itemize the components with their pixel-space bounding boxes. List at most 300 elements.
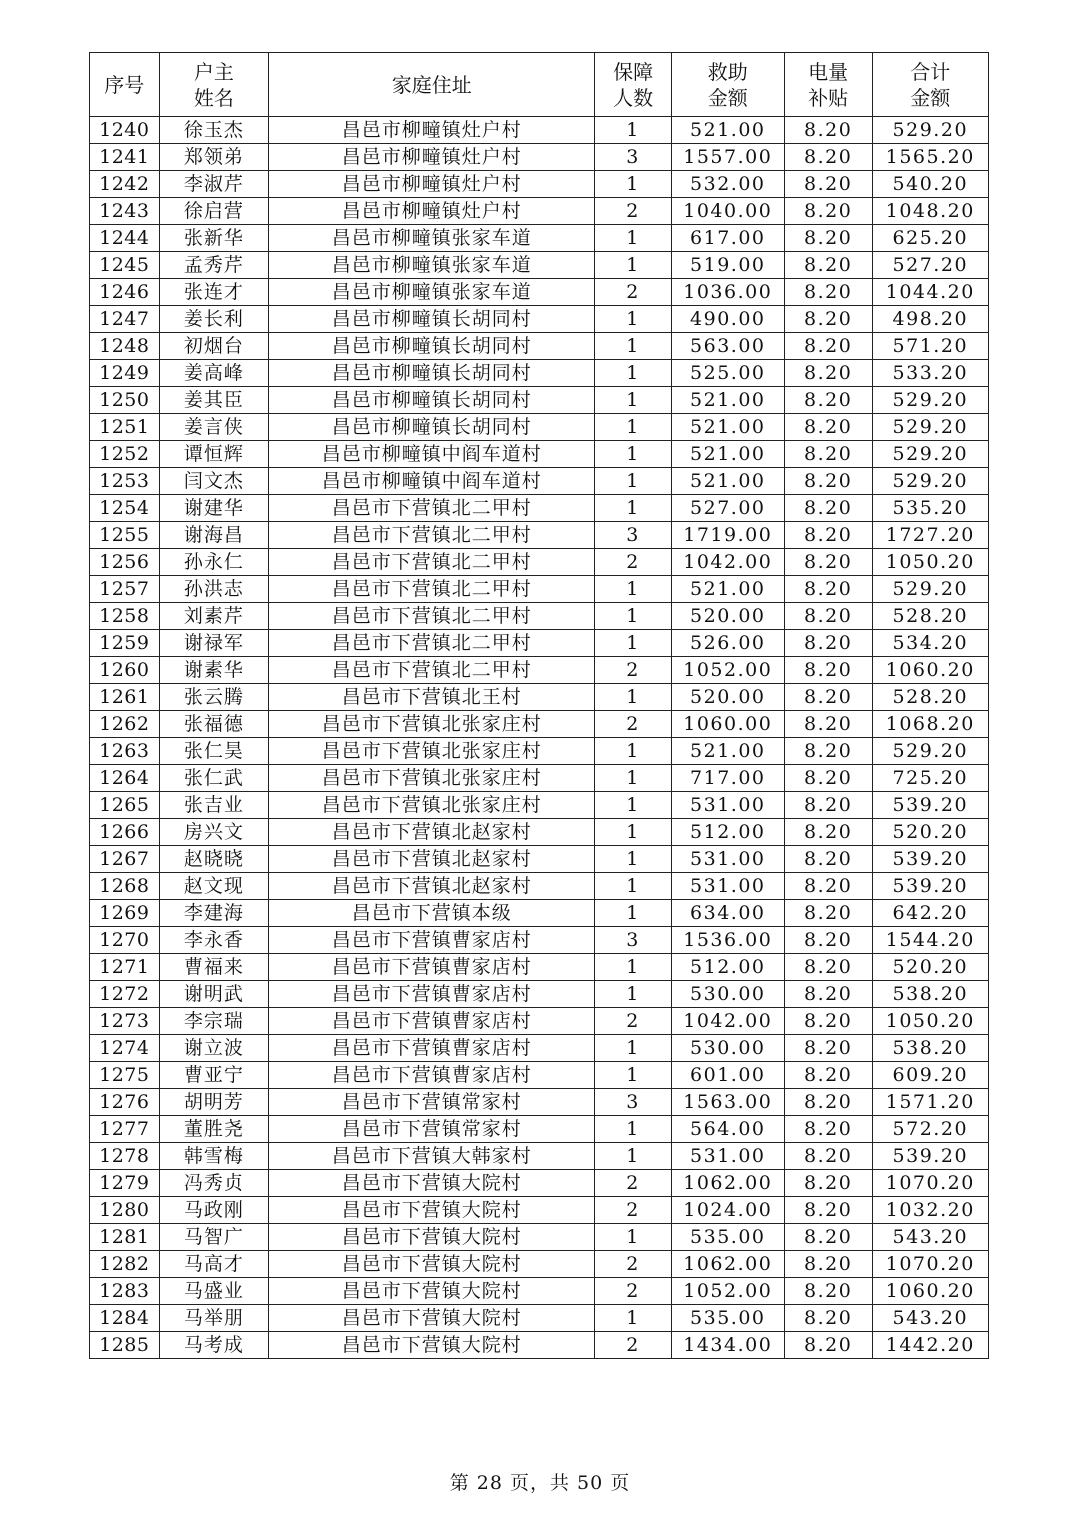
- cell-power-subsidy: 8.20: [784, 549, 872, 576]
- cell-seq: 1269: [90, 900, 160, 927]
- cell-relief-amount: 526.00: [671, 630, 784, 657]
- cell-total-amount: 539.20: [872, 1143, 988, 1170]
- cell-seq: 1255: [90, 522, 160, 549]
- cell-name: 郑领弟: [159, 144, 269, 171]
- table-row: [90, 1278, 989, 1305]
- cell-name: 谢海昌: [159, 522, 269, 549]
- cell-total-amount: 539.20: [872, 873, 988, 900]
- cell-persons: 2: [595, 1251, 671, 1278]
- cell-relief-amount: 521.00: [671, 387, 784, 414]
- cell-seq: 1271: [90, 954, 160, 981]
- cell-total-amount: 539.20: [872, 792, 988, 819]
- cell-relief-amount: 1052.00: [671, 1278, 784, 1305]
- cell-power-subsidy: 8.20: [784, 1305, 872, 1332]
- cell-name: 谭恒辉: [159, 441, 269, 468]
- cell-total-amount: 520.20: [872, 819, 988, 846]
- cell-address: 昌邑市柳疃镇灶户村: [269, 117, 595, 144]
- cell-total-amount: 1068.20: [872, 711, 988, 738]
- header-name: 户主 姓名: [159, 53, 269, 117]
- cell-name: 谢明武: [159, 981, 269, 1008]
- cell-power-subsidy: 8.20: [784, 522, 872, 549]
- cell-address: 昌邑市下营镇曹家店村: [269, 927, 595, 954]
- cell-total-amount: 725.20: [872, 765, 988, 792]
- table-row: [90, 738, 989, 765]
- cell-address: 昌邑市下营镇北赵家村: [269, 846, 595, 873]
- cell-name: 马政刚: [159, 1197, 269, 1224]
- cell-address: 昌邑市下营镇北张家庄村: [269, 711, 595, 738]
- cell-total-amount: 1565.20: [872, 144, 988, 171]
- cell-name: 曹福来: [159, 954, 269, 981]
- cell-seq: 1276: [90, 1089, 160, 1116]
- table-row: [90, 171, 989, 198]
- cell-address: 昌邑市下营镇北张家庄村: [269, 765, 595, 792]
- cell-persons: 2: [595, 549, 671, 576]
- cell-address: 昌邑市柳疃镇长胡同村: [269, 387, 595, 414]
- cell-name: 马举朋: [159, 1305, 269, 1332]
- cell-persons: 1: [595, 981, 671, 1008]
- table-row: [90, 765, 989, 792]
- cell-relief-amount: 521.00: [671, 468, 784, 495]
- cell-total-amount: 535.20: [872, 495, 988, 522]
- cell-name: 谢素华: [159, 657, 269, 684]
- table-row: [90, 387, 989, 414]
- cell-relief-amount: 535.00: [671, 1224, 784, 1251]
- table-row: [90, 198, 989, 225]
- cell-total-amount: 572.20: [872, 1116, 988, 1143]
- cell-total-amount: 538.20: [872, 981, 988, 1008]
- header-seq: 序号: [90, 53, 160, 117]
- cell-power-subsidy: 8.20: [784, 981, 872, 1008]
- cell-power-subsidy: 8.20: [784, 306, 872, 333]
- cell-total-amount: 529.20: [872, 738, 988, 765]
- cell-relief-amount: 527.00: [671, 495, 784, 522]
- cell-relief-amount: 1563.00: [671, 1089, 784, 1116]
- cell-address: 昌邑市下营镇大院村: [269, 1197, 595, 1224]
- cell-total-amount: 625.20: [872, 225, 988, 252]
- cell-persons: 1: [595, 603, 671, 630]
- cell-total-amount: 642.20: [872, 900, 988, 927]
- cell-power-subsidy: 8.20: [784, 279, 872, 306]
- cell-relief-amount: 525.00: [671, 360, 784, 387]
- cell-seq: 1283: [90, 1278, 160, 1305]
- cell-persons: 1: [595, 954, 671, 981]
- table-row: [90, 1332, 989, 1359]
- cell-seq: 1240: [90, 117, 160, 144]
- cell-name: 初烟台: [159, 333, 269, 360]
- cell-total-amount: 543.20: [872, 1224, 988, 1251]
- table-row: [90, 441, 989, 468]
- cell-name: 张仁昊: [159, 738, 269, 765]
- table-row: [90, 1251, 989, 1278]
- cell-relief-amount: 521.00: [671, 414, 784, 441]
- cell-persons: 3: [595, 144, 671, 171]
- cell-address: 昌邑市柳疃镇张家车道: [269, 252, 595, 279]
- cell-seq: 1257: [90, 576, 160, 603]
- cell-power-subsidy: 8.20: [784, 144, 872, 171]
- table-row: [90, 279, 989, 306]
- table-row: [90, 549, 989, 576]
- table-row: [90, 927, 989, 954]
- table-row: [90, 711, 989, 738]
- table-row: [90, 225, 989, 252]
- cell-power-subsidy: 8.20: [784, 495, 872, 522]
- cell-persons: 3: [595, 927, 671, 954]
- cell-persons: 1: [595, 441, 671, 468]
- cell-persons: 1: [595, 495, 671, 522]
- cell-name: 曹亚宁: [159, 1062, 269, 1089]
- cell-relief-amount: 530.00: [671, 1035, 784, 1062]
- cell-persons: 1: [595, 333, 671, 360]
- cell-seq: 1266: [90, 819, 160, 846]
- cell-seq: 1252: [90, 441, 160, 468]
- cell-name: 赵文现: [159, 873, 269, 900]
- cell-seq: 1272: [90, 981, 160, 1008]
- cell-seq: 1281: [90, 1224, 160, 1251]
- table-row: [90, 414, 989, 441]
- cell-power-subsidy: 8.20: [784, 198, 872, 225]
- cell-seq: 1275: [90, 1062, 160, 1089]
- cell-name: 刘素芹: [159, 603, 269, 630]
- cell-relief-amount: 521.00: [671, 117, 784, 144]
- cell-relief-amount: 1434.00: [671, 1332, 784, 1359]
- cell-seq: 1268: [90, 873, 160, 900]
- cell-name: 胡明芳: [159, 1089, 269, 1116]
- cell-power-subsidy: 8.20: [784, 1089, 872, 1116]
- cell-address: 昌邑市柳疃镇长胡同村: [269, 360, 595, 387]
- cell-total-amount: 534.20: [872, 630, 988, 657]
- cell-total-amount: 609.20: [872, 1062, 988, 1089]
- cell-name: 张连才: [159, 279, 269, 306]
- cell-relief-amount: 563.00: [671, 333, 784, 360]
- table-row: [90, 1224, 989, 1251]
- cell-total-amount: 529.20: [872, 441, 988, 468]
- cell-relief-amount: 535.00: [671, 1305, 784, 1332]
- cell-name: 董胜尧: [159, 1116, 269, 1143]
- cell-power-subsidy: 8.20: [784, 468, 872, 495]
- cell-seq: 1267: [90, 846, 160, 873]
- table-row: [90, 981, 989, 1008]
- cell-power-subsidy: 8.20: [784, 1035, 872, 1062]
- table-row: [90, 954, 989, 981]
- cell-name: 徐启营: [159, 198, 269, 225]
- cell-relief-amount: 617.00: [671, 225, 784, 252]
- cell-power-subsidy: 8.20: [784, 765, 872, 792]
- table-row: [90, 1170, 989, 1197]
- cell-total-amount: 1544.20: [872, 927, 988, 954]
- cell-power-subsidy: 8.20: [784, 792, 872, 819]
- cell-persons: 1: [595, 225, 671, 252]
- cell-persons: 1: [595, 1062, 671, 1089]
- cell-seq: 1253: [90, 468, 160, 495]
- cell-seq: 1248: [90, 333, 160, 360]
- table-header: [90, 53, 989, 117]
- cell-total-amount: 520.20: [872, 954, 988, 981]
- cell-seq: 1273: [90, 1008, 160, 1035]
- cell-name: 马考成: [159, 1332, 269, 1359]
- cell-persons: 3: [595, 1089, 671, 1116]
- cell-name: 张吉业: [159, 792, 269, 819]
- cell-seq: 1280: [90, 1197, 160, 1224]
- cell-seq: 1244: [90, 225, 160, 252]
- cell-persons: 1: [595, 819, 671, 846]
- cell-name: 徐玉杰: [159, 117, 269, 144]
- table-row: [90, 117, 989, 144]
- cell-relief-amount: 531.00: [671, 873, 784, 900]
- cell-persons: 2: [595, 1008, 671, 1035]
- cell-seq: 1251: [90, 414, 160, 441]
- cell-relief-amount: 1042.00: [671, 1008, 784, 1035]
- cell-total-amount: 498.20: [872, 306, 988, 333]
- cell-relief-amount: 531.00: [671, 1143, 784, 1170]
- cell-power-subsidy: 8.20: [784, 711, 872, 738]
- cell-address: 昌邑市下营镇北二甲村: [269, 603, 595, 630]
- header-relief-amount: 救助 金额: [671, 53, 784, 117]
- cell-address: 昌邑市柳疃镇长胡同村: [269, 333, 595, 360]
- cell-total-amount: 543.20: [872, 1305, 988, 1332]
- cell-name: 谢禄军: [159, 630, 269, 657]
- cell-relief-amount: 521.00: [671, 738, 784, 765]
- cell-relief-amount: 1024.00: [671, 1197, 784, 1224]
- cell-relief-amount: 1040.00: [671, 198, 784, 225]
- cell-total-amount: 1050.20: [872, 549, 988, 576]
- cell-address: 昌邑市下营镇常家村: [269, 1089, 595, 1116]
- cell-power-subsidy: 8.20: [784, 252, 872, 279]
- cell-address: 昌邑市下营镇曹家店村: [269, 954, 595, 981]
- cell-name: 姜其臣: [159, 387, 269, 414]
- cell-relief-amount: 634.00: [671, 900, 784, 927]
- cell-total-amount: 1070.20: [872, 1251, 988, 1278]
- cell-seq: 1264: [90, 765, 160, 792]
- cell-power-subsidy: 8.20: [784, 684, 872, 711]
- cell-seq: 1265: [90, 792, 160, 819]
- cell-power-subsidy: 8.20: [784, 1116, 872, 1143]
- cell-relief-amount: 1062.00: [671, 1170, 784, 1197]
- cell-name: 房兴文: [159, 819, 269, 846]
- cell-name: 孟秀芹: [159, 252, 269, 279]
- cell-persons: 1: [595, 1035, 671, 1062]
- cell-persons: 1: [595, 171, 671, 198]
- cell-name: 谢立波: [159, 1035, 269, 1062]
- cell-persons: 1: [595, 252, 671, 279]
- cell-address: 昌邑市下营镇北二甲村: [269, 630, 595, 657]
- header-address: 家庭住址: [269, 53, 595, 117]
- cell-address: 昌邑市柳疃镇张家车道: [269, 225, 595, 252]
- cell-address: 昌邑市下营镇常家村: [269, 1116, 595, 1143]
- cell-address: 昌邑市下营镇北赵家村: [269, 873, 595, 900]
- header-power-subsidy: 电量 补贴: [784, 53, 872, 117]
- cell-persons: 1: [595, 630, 671, 657]
- table-row: [90, 1305, 989, 1332]
- table-row: [90, 846, 989, 873]
- cell-persons: 2: [595, 198, 671, 225]
- cell-total-amount: 1442.20: [872, 1332, 988, 1359]
- cell-seq: 1250: [90, 387, 160, 414]
- cell-seq: 1284: [90, 1305, 160, 1332]
- cell-relief-amount: 1062.00: [671, 1251, 784, 1278]
- cell-address: 昌邑市柳疃镇灶户村: [269, 144, 595, 171]
- cell-persons: 1: [595, 1224, 671, 1251]
- cell-name: 李建海: [159, 900, 269, 927]
- cell-seq: 1278: [90, 1143, 160, 1170]
- cell-persons: 1: [595, 765, 671, 792]
- table-row: [90, 495, 989, 522]
- table-row: [90, 684, 989, 711]
- cell-address: 昌邑市下营镇北二甲村: [269, 522, 595, 549]
- cell-persons: 1: [595, 684, 671, 711]
- cell-persons: 2: [595, 1170, 671, 1197]
- cell-address: 昌邑市柳疃镇中阎车道村: [269, 468, 595, 495]
- cell-relief-amount: 1536.00: [671, 927, 784, 954]
- cell-total-amount: 1032.20: [872, 1197, 988, 1224]
- cell-name: 马智广: [159, 1224, 269, 1251]
- cell-total-amount: 1571.20: [872, 1089, 988, 1116]
- cell-name: 李淑芹: [159, 171, 269, 198]
- cell-seq: 1256: [90, 549, 160, 576]
- cell-relief-amount: 521.00: [671, 441, 784, 468]
- cell-persons: 1: [595, 387, 671, 414]
- cell-power-subsidy: 8.20: [784, 846, 872, 873]
- cell-name: 姜高峰: [159, 360, 269, 387]
- cell-persons: 1: [595, 873, 671, 900]
- cell-persons: 3: [595, 522, 671, 549]
- cell-persons: 2: [595, 711, 671, 738]
- cell-total-amount: 571.20: [872, 333, 988, 360]
- cell-address: 昌邑市柳疃镇灶户村: [269, 171, 595, 198]
- cell-address: 昌邑市下营镇北二甲村: [269, 657, 595, 684]
- cell-persons: 1: [595, 306, 671, 333]
- cell-address: 昌邑市下营镇曹家店村: [269, 1008, 595, 1035]
- cell-power-subsidy: 8.20: [784, 387, 872, 414]
- cell-total-amount: 1048.20: [872, 198, 988, 225]
- cell-name: 张云腾: [159, 684, 269, 711]
- cell-power-subsidy: 8.20: [784, 1062, 872, 1089]
- cell-seq: 1279: [90, 1170, 160, 1197]
- cell-name: 孙永仁: [159, 549, 269, 576]
- cell-persons: 1: [595, 738, 671, 765]
- table-row: [90, 792, 989, 819]
- cell-name: 孙洪志: [159, 576, 269, 603]
- cell-power-subsidy: 8.20: [784, 1008, 872, 1035]
- cell-persons: 1: [595, 792, 671, 819]
- cell-relief-amount: 1719.00: [671, 522, 784, 549]
- cell-name: 张福德: [159, 711, 269, 738]
- cell-address: 昌邑市下营镇大院村: [269, 1224, 595, 1251]
- cell-name: 赵晓晓: [159, 846, 269, 873]
- cell-seq: 1245: [90, 252, 160, 279]
- cell-address: 昌邑市柳疃镇长胡同村: [269, 414, 595, 441]
- cell-power-subsidy: 8.20: [784, 1332, 872, 1359]
- cell-relief-amount: 519.00: [671, 252, 784, 279]
- cell-total-amount: 527.20: [872, 252, 988, 279]
- cell-relief-amount: 521.00: [671, 576, 784, 603]
- cell-total-amount: 529.20: [872, 576, 988, 603]
- table-row: [90, 576, 989, 603]
- table-row: [90, 306, 989, 333]
- cell-power-subsidy: 8.20: [784, 441, 872, 468]
- header-persons: 保障 人数: [595, 53, 671, 117]
- cell-persons: 2: [595, 657, 671, 684]
- cell-name: 李永香: [159, 927, 269, 954]
- cell-relief-amount: 532.00: [671, 171, 784, 198]
- cell-relief-amount: 530.00: [671, 981, 784, 1008]
- cell-address: 昌邑市下营镇北张家庄村: [269, 738, 595, 765]
- cell-address: 昌邑市下营镇北二甲村: [269, 576, 595, 603]
- cell-total-amount: 533.20: [872, 360, 988, 387]
- cell-relief-amount: 601.00: [671, 1062, 784, 1089]
- cell-total-amount: 540.20: [872, 171, 988, 198]
- cell-power-subsidy: 8.20: [784, 1197, 872, 1224]
- cell-name: 姜言侠: [159, 414, 269, 441]
- cell-name: 张新华: [159, 225, 269, 252]
- cell-address: 昌邑市下营镇大院村: [269, 1305, 595, 1332]
- cell-relief-amount: 531.00: [671, 846, 784, 873]
- cell-persons: 2: [595, 279, 671, 306]
- table-row: [90, 144, 989, 171]
- cell-persons: 1: [595, 468, 671, 495]
- cell-total-amount: 1727.20: [872, 522, 988, 549]
- cell-seq: 1246: [90, 279, 160, 306]
- cell-total-amount: 1060.20: [872, 657, 988, 684]
- cell-persons: 1: [595, 414, 671, 441]
- table-row: [90, 819, 989, 846]
- cell-seq: 1258: [90, 603, 160, 630]
- cell-address: 昌邑市下营镇北二甲村: [269, 549, 595, 576]
- cell-relief-amount: 1042.00: [671, 549, 784, 576]
- cell-total-amount: 1060.20: [872, 1278, 988, 1305]
- cell-name: 姜长利: [159, 306, 269, 333]
- table-row: [90, 1035, 989, 1062]
- table-body: [90, 117, 989, 1359]
- cell-total-amount: 1070.20: [872, 1170, 988, 1197]
- cell-address: 昌邑市下营镇北张家庄村: [269, 792, 595, 819]
- cell-power-subsidy: 8.20: [784, 1143, 872, 1170]
- cell-address: 昌邑市柳疃镇中阎车道村: [269, 441, 595, 468]
- cell-relief-amount: 531.00: [671, 792, 784, 819]
- table-row: [90, 360, 989, 387]
- cell-power-subsidy: 8.20: [784, 657, 872, 684]
- cell-persons: 1: [595, 900, 671, 927]
- cell-power-subsidy: 8.20: [784, 360, 872, 387]
- table-row: [90, 252, 989, 279]
- cell-seq: 1254: [90, 495, 160, 522]
- table-row: [90, 1089, 989, 1116]
- cell-name: 马高才: [159, 1251, 269, 1278]
- relief-roster-table: [89, 52, 989, 1359]
- cell-total-amount: 539.20: [872, 846, 988, 873]
- cell-seq: 1259: [90, 630, 160, 657]
- table-row: [90, 1197, 989, 1224]
- cell-persons: 1: [595, 117, 671, 144]
- cell-address: 昌邑市下营镇曹家店村: [269, 1062, 595, 1089]
- cell-seq: 1262: [90, 711, 160, 738]
- cell-relief-amount: 564.00: [671, 1116, 784, 1143]
- cell-address: 昌邑市下营镇北二甲村: [269, 495, 595, 522]
- cell-relief-amount: 1036.00: [671, 279, 784, 306]
- cell-seq: 1282: [90, 1251, 160, 1278]
- cell-total-amount: 528.20: [872, 603, 988, 630]
- cell-power-subsidy: 8.20: [784, 927, 872, 954]
- cell-relief-amount: 512.00: [671, 954, 784, 981]
- cell-total-amount: 1044.20: [872, 279, 988, 306]
- table-row: [90, 873, 989, 900]
- cell-name: 马盛业: [159, 1278, 269, 1305]
- header-total-amount: 合计 金额: [872, 53, 988, 117]
- cell-seq: 1285: [90, 1332, 160, 1359]
- cell-name: 谢建华: [159, 495, 269, 522]
- table-row: [90, 657, 989, 684]
- cell-persons: 1: [595, 1116, 671, 1143]
- cell-seq: 1263: [90, 738, 160, 765]
